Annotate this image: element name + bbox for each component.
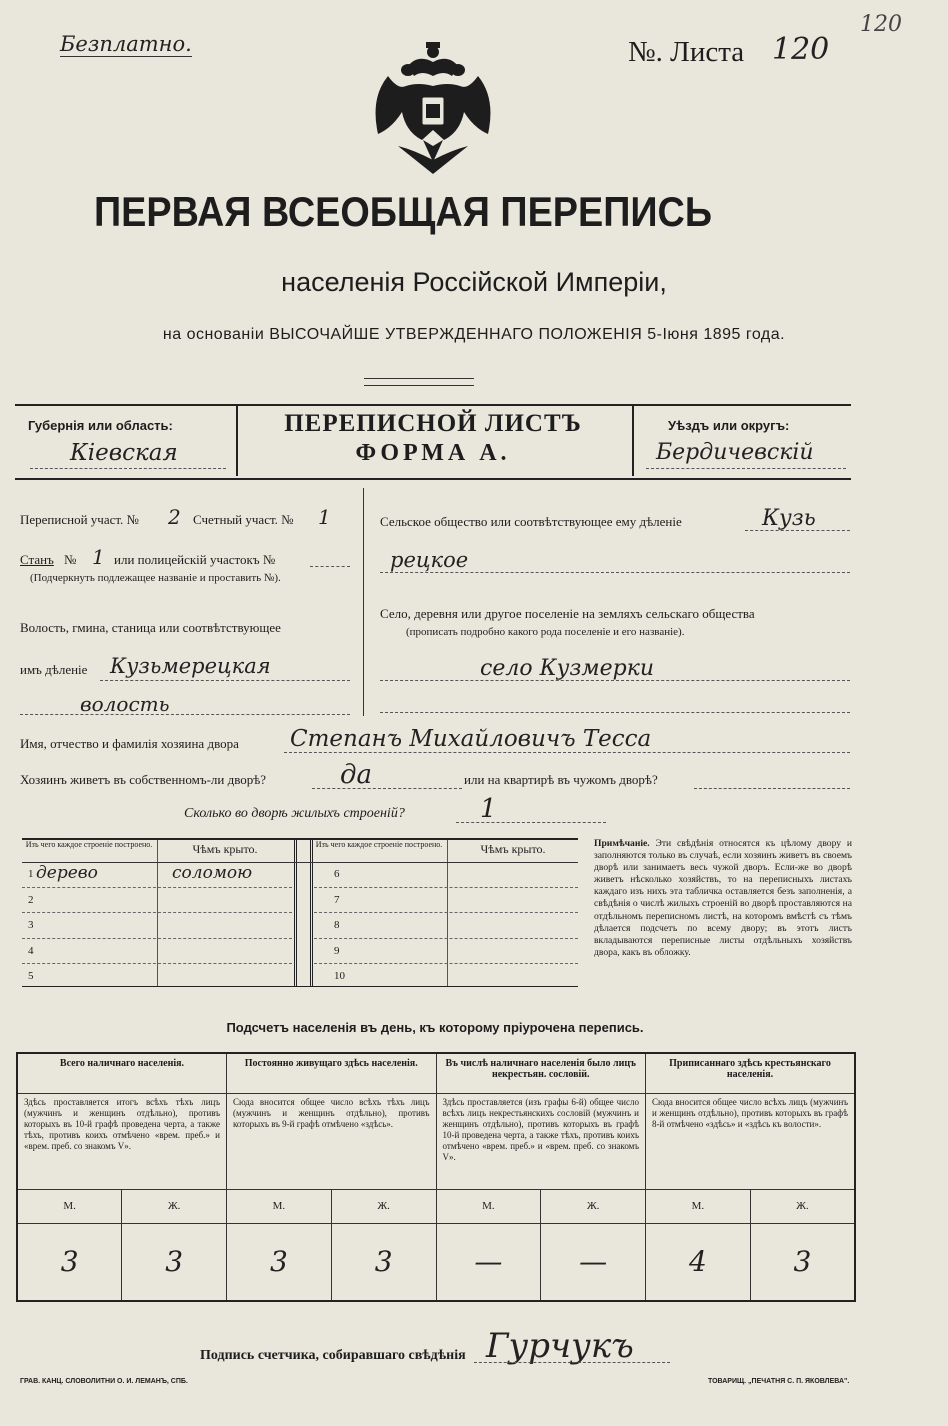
signature-label: Подпись счетчика, собиравшаго свѣдѣнія <box>200 1348 466 1363</box>
summary-desc-total: Здѣсь проставляется итогъ всѣхъ тѣхъ лицъ (мужчинъ и женщинъ отдѣльно), противъ которыхъ въ 10-й графѣ проведена черта, а также тѣхъ, противъ коихъ отмѣчено «врем. преб.» и «врем. преб. со знакомъ V». <box>17 1093 227 1189</box>
village-line-2 <box>380 712 850 713</box>
buildings-note <box>594 838 852 959</box>
signature-value: Гурчукъ <box>486 1326 634 1366</box>
volost-line-1 <box>100 680 350 681</box>
underline-note: (Подчеркнуть подлежащее названіе и проставить №). <box>30 572 281 584</box>
summary-f-label: Ж. <box>750 1189 855 1223</box>
buildings-right-rows <box>314 862 578 989</box>
district-value: Бердичевскій <box>656 440 814 465</box>
volost-label: Волость, гмина, станица или соотвѣтствующее <box>20 620 281 635</box>
table-row: 2 <box>22 888 292 914</box>
col-roof-left: Чѣмъ крыто. <box>192 842 258 856</box>
summary-head-total: Всего наличнаго населенія. <box>17 1053 227 1093</box>
table-row: 10 <box>334 970 345 983</box>
table-row: 3 <box>22 913 292 939</box>
middle-divider <box>363 488 364 716</box>
summary-peasant-m: 4 <box>646 1223 751 1301</box>
summary-head-peasant: Приписаннаго здѣсь крестьянскаго населенія. <box>646 1053 856 1093</box>
district-label: Уѣздъ или округъ: <box>668 418 790 433</box>
table-row: 8 <box>314 913 578 939</box>
summary-title: Подсчетъ населенія въ день, къ которому пріурочена перепись. <box>226 1020 644 1035</box>
summary-head-non-peasant: Въ числѣ наличнаго населенія было лицъ некрестьян. сословій. <box>436 1053 646 1093</box>
corner-number: 120 <box>860 12 902 37</box>
form-subtitle: ФОРМА А. <box>355 440 511 466</box>
summary-table <box>16 1052 856 1302</box>
note-title: Примѣчаніе. <box>594 838 650 849</box>
village-value: село Кузмерки <box>480 656 655 681</box>
table-row: 4 <box>22 939 292 965</box>
summary-permanent-m: 3 <box>227 1223 332 1301</box>
summary-non-peasant-f: — <box>541 1223 646 1301</box>
rent-label: или на квартирѣ въ чужомъ дворѣ? <box>464 772 658 787</box>
summary-desc-peasant: Сюда вносится общее число всѣхъ лицъ (мужчинъ и женщинъ отдѣльно), противъ которыхъ въ графѣ 8-й отмѣчено «здѣсь» и «здѣсь къ волости». <box>646 1093 856 1189</box>
summary-permanent-f: 3 <box>331 1223 436 1301</box>
owner-name-value: Степанъ Михайловичъ Тесса <box>290 726 652 752</box>
double-headed-eagle-emblem <box>368 36 498 176</box>
volost-line-2 <box>20 714 350 715</box>
census-section-label: Переписной участ. № <box>20 512 139 527</box>
table-row: 9 <box>314 939 578 965</box>
sub-title: населенія Россійской Имперіи, <box>281 267 667 297</box>
society-value-2: рецкое <box>390 548 469 572</box>
summary-f-label: Ж. <box>122 1189 227 1223</box>
count-section-value: 1 <box>318 505 331 529</box>
summary-m-label: М. <box>17 1189 122 1223</box>
printer-right: ТОВАРИЩ. „ПЕЧАТНЯ С. П. ЯКОВЛЕВА". <box>708 1378 850 1385</box>
province-line <box>30 468 226 469</box>
signature-line <box>474 1362 670 1363</box>
ornament-divider <box>364 378 474 386</box>
police-label: или полицейскій участокъ № <box>114 552 276 567</box>
note-text: Эти свѣдѣнія относятся къ цѣлому двору и заполняются только въ случаѣ, если хозяинъ живетъ въ своемъ дворѣ или занимаетъ весь чужой дворъ. Если-же во дворѣ живетъ нѣсколько хозяйствъ, то на переписныхъ листахъ каждаго изъ нихъ эта табличка оставляется безъ заполненія, а свѣдѣнія о числѣ жилыхъ строеній во дворѣ проставляются на отдѣльномъ переписномъ листѣ, на которомъ вмѣстѣ съ тѣмъ дѣлается подсчетъ по всему двору; въ этотъ листъ вкладываются переписные листы отдѣльныхъ хозяйствъ двора, какъ въ обложку. <box>594 838 852 958</box>
printer-left: ГРАВ. КАНЦ. СЛОВОЛИТНИ О. И. ЛЕМАНЪ, СПБ. <box>20 1378 188 1385</box>
volost-value-2: волость <box>80 692 170 716</box>
col-roof-right: Чѣмъ крыто. <box>480 842 546 856</box>
table-row: 7 <box>314 888 578 914</box>
rent-line <box>694 788 850 789</box>
buildings-count-line <box>456 822 606 823</box>
society-line-2 <box>380 572 850 573</box>
summary-m-label: М. <box>436 1189 541 1223</box>
form-title: ПЕРЕПИСНОЙ ЛИСТЪ <box>284 410 582 437</box>
stan-label: Станъ <box>20 552 54 567</box>
sheet-label: №. Листа <box>628 36 745 68</box>
village-line-1 <box>380 680 850 681</box>
buildings-left-rows <box>22 862 292 989</box>
summary-desc-non-peasant: Здѣсь проставляется (изъ графы 6-й) общее число всѣхъ лицъ некрестьянскихъ сословій (мужчинъ и женщинъ отдѣльно), противъ которыхъ въ графѣ 10-й проведена черта, а также тѣхъ, противъ коихъ отмѣчено «врем. преб.» и «врем. преб. со знакомъ V». <box>436 1093 646 1189</box>
own-yard-value: да <box>340 760 372 790</box>
buildings-table <box>22 838 578 987</box>
summary-total-f: 3 <box>122 1223 227 1301</box>
census-section-value: 2 <box>168 505 181 529</box>
summary-total-m: 3 <box>17 1223 122 1301</box>
stan-no: № <box>64 552 77 567</box>
society-value-1: Кузь <box>762 506 816 531</box>
basis-line: на основаніи ВЫСОЧАЙШЕ УТВЕРЖДЕННАГО ПОЛОЖЕНІЯ 5-Іюня 1895 года. <box>162 326 786 343</box>
summary-head-permanent: Постоянно живущаго здѣсь населенія. <box>227 1053 437 1093</box>
summary-m-label: М. <box>646 1189 751 1223</box>
sheet-number: 120 <box>772 32 830 67</box>
buildings-count-value: 1 <box>480 794 497 824</box>
count-section-label: Счетный участ. № <box>193 512 294 527</box>
main-title: ПЕРВАЯ ВСЕОБЩАЯ ПЕРЕПИСЬ <box>94 188 713 235</box>
free-label: Безплатно. <box>60 32 192 56</box>
volost-label-2: имъ дѣленіе <box>20 662 88 677</box>
table-row: 6 <box>314 862 578 888</box>
table-row: 1 дерево соломою <box>22 862 292 888</box>
summary-desc-permanent: Сюда вносится общее число всѣхъ тѣхъ лицъ (мужчинъ и женщинъ отдѣльно), противъ которыхъ въ 9-й графѣ отмѣчено «здѣсь». <box>227 1093 437 1189</box>
summary-f-label: Ж. <box>331 1189 436 1223</box>
buildings-count-label: Сколько во дворѣ жилыхъ строеній? <box>184 806 405 821</box>
village-label: Село, деревня или другое поселеніе на земляхъ сельскаго общества <box>380 606 755 621</box>
summary-f-label: Ж. <box>541 1189 646 1223</box>
district-line <box>646 468 846 469</box>
stan-value: 1 <box>92 545 105 569</box>
province-label: Губернія или область: <box>28 418 173 433</box>
summary-non-peasant-m: — <box>436 1223 541 1301</box>
society-label: Сельское общество или соотвѣтствующее ему дѣленіе <box>380 514 682 529</box>
province-value: Кіевская <box>70 440 178 466</box>
owner-name-line <box>284 752 850 753</box>
volost-value-1: Кузьмерецкая <box>110 654 271 678</box>
table-row: 5 <box>28 970 34 983</box>
own-yard-line <box>312 788 462 789</box>
society-line-1 <box>745 530 850 531</box>
summary-peasant-f: 3 <box>750 1223 855 1301</box>
own-yard-label: Хозяинъ живетъ въ собственномъ-ли дворѣ? <box>20 772 267 787</box>
col-material-left: Изъ чего каждое строеніе построено. <box>25 840 153 849</box>
village-note: (прописать подробно какого рода поселеніе и его названіе). <box>406 626 685 638</box>
owner-name-label: Имя, отчество и фамилія хозяина двора <box>20 736 239 751</box>
police-line <box>310 566 350 567</box>
col-material-right: Изъ чего каждое строеніе построено. <box>315 840 443 849</box>
summary-m-label: М. <box>227 1189 332 1223</box>
